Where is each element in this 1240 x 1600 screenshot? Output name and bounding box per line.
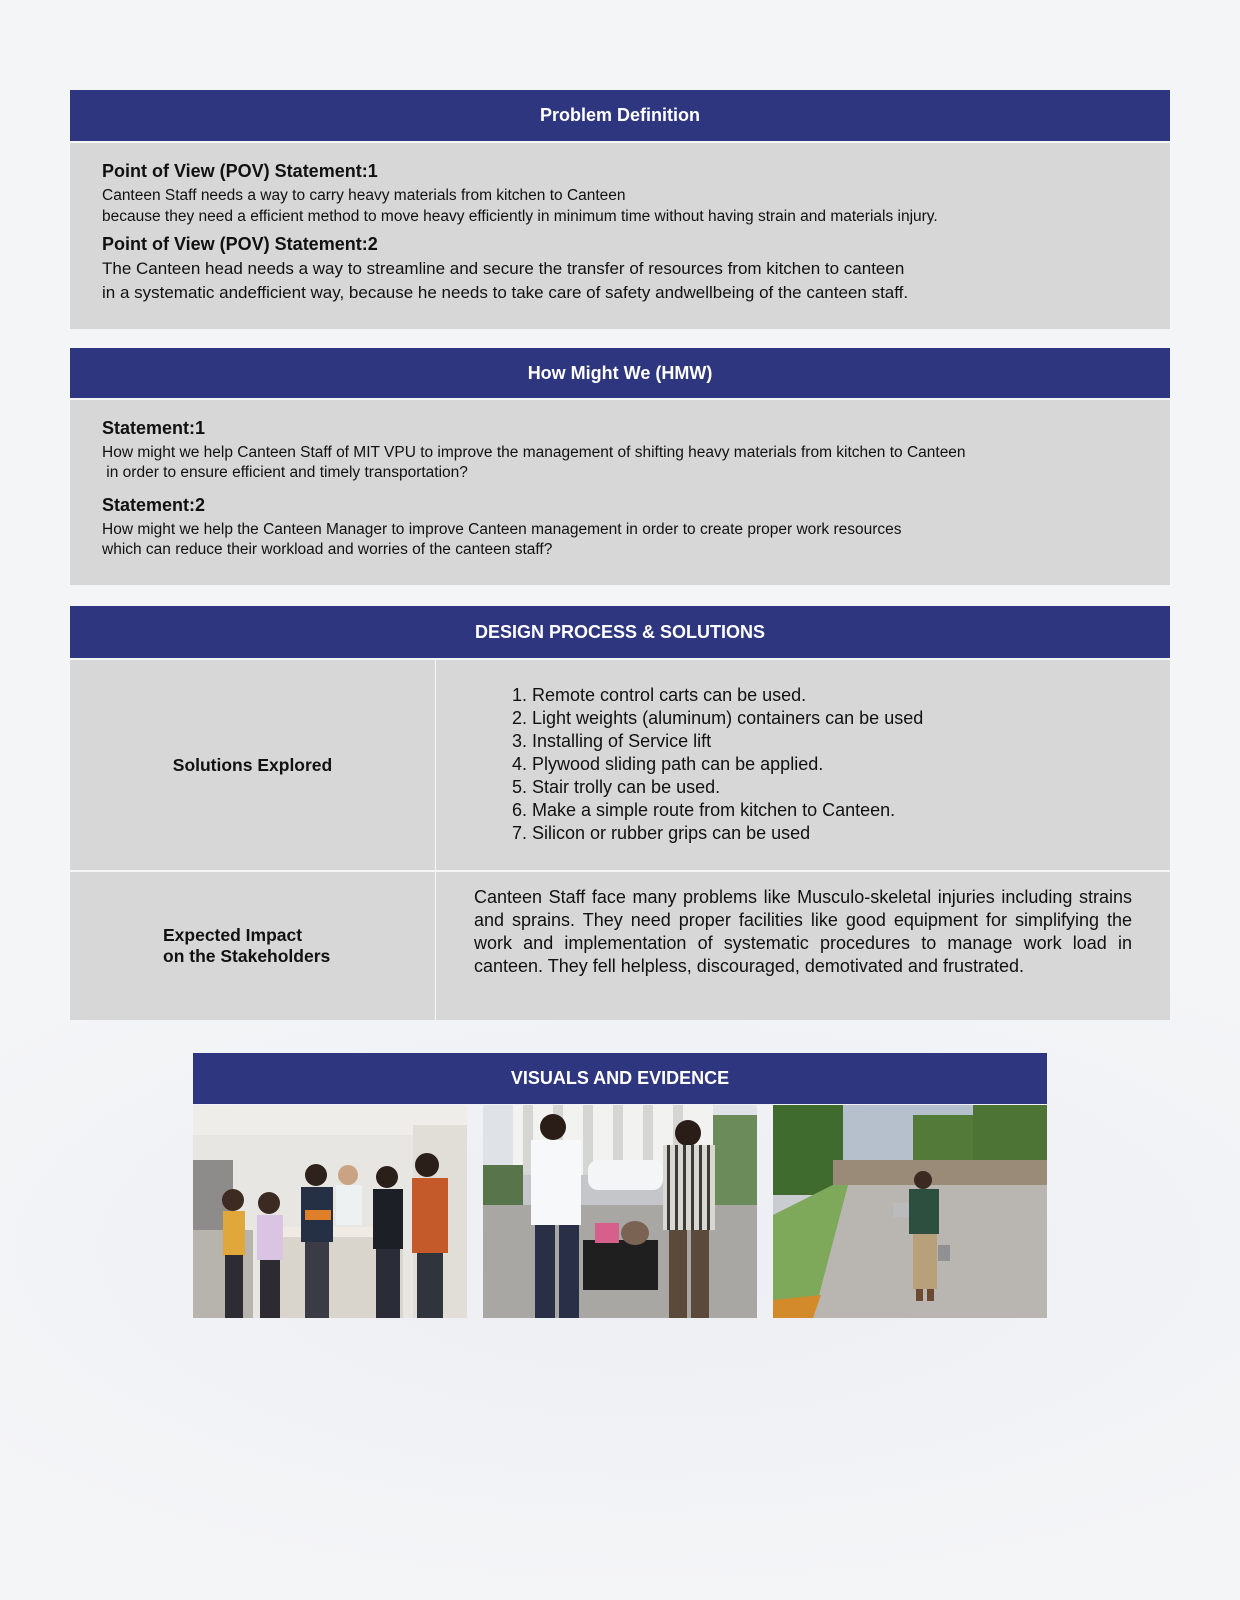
pov1-line1: Canteen Staff needs a way to carry heavy materials from kitchen to Canteen <box>102 187 626 204</box>
impact-row <box>70 872 1170 1020</box>
impact-label-line1: Expected Impact <box>163 925 303 945</box>
pov1-line2: because they need a efficient method to move heavy efficiently in minimum time without having strain and materials injury. <box>102 208 938 225</box>
visuals-header: VISUALS AND EVIDENCE <box>193 1053 1047 1104</box>
impact-label <box>70 872 436 1020</box>
impact-cell <box>436 872 1170 1020</box>
solution-item: 5. Stair trolly can be used. <box>512 777 721 797</box>
design-section <box>70 606 1170 1020</box>
woman-carrying-containers-photo <box>773 1105 1047 1318</box>
problem-definition-header: Problem Definition <box>70 90 1170 141</box>
hmw-section <box>70 348 1170 585</box>
hmw-statement1-line2: in order to ensure efficient and timely transportation? <box>102 464 468 481</box>
pov2-line2: in a systematic andefficient way, because he needs to take care of safety andwellbeing of the canteen staff. <box>102 283 909 302</box>
solutions-label: Solutions Explored <box>70 660 436 870</box>
hmw-panel <box>70 400 1170 585</box>
problem-definition-section <box>70 90 1170 329</box>
hmw-statement1-line1: How might we help Canteen Staff of MIT VPU to improve the management of shifting heavy materials from kitchen to Canteen <box>102 444 966 461</box>
problem-definition-panel <box>70 143 1170 329</box>
photo-strip <box>193 1105 1047 1318</box>
group-discussion-photo <box>193 1105 467 1318</box>
staff-carrying-crate-photo <box>483 1105 757 1318</box>
solution-item: 4. Plywood sliding path can be applied. <box>512 754 824 774</box>
design-header: DESIGN PROCESS & SOLUTIONS <box>70 606 1170 658</box>
pov2-title: Point of View (POV) Statement:2 <box>102 234 378 254</box>
solution-item: 1. Remote control carts can be used. <box>512 685 807 705</box>
solution-item: 2. Light weights (aluminum) containers can be used <box>512 708 924 728</box>
solutions-row <box>70 660 1170 870</box>
solution-item: 7. Silicon or rubber grips can be used <box>512 823 811 843</box>
solution-item: 3. Installing of Service lift <box>512 731 712 751</box>
hmw-statement1-title: Statement:1 <box>102 418 206 438</box>
impact-label-line2: on the Stakeholders <box>163 946 331 966</box>
solution-item: 6. Make a simple route from kitchen to Canteen. <box>512 800 896 820</box>
hmw-header: How Might We (HMW) <box>70 348 1170 398</box>
hmw-statement2-line2: which can reduce their workload and worries of the canteen staff? <box>102 541 553 558</box>
hmw-statement2-line1: How might we help the Canteen Manager to improve Canteen management in order to create proper work resources <box>102 521 902 538</box>
impact-text: Canteen Staff face many problems like Musculo-skeletal injuries including strains and sprains. They need proper facilities like good equipment for simplifying the work and implementation of systematic procedures to manage work load in canteen. They fell helpless, discouraged, demotivated and frustrated. <box>474 887 1132 976</box>
pov1-title: Point of View (POV) Statement:1 <box>102 161 378 181</box>
pov2-line1: The Canteen head needs a way to streamline and secure the transfer of resources from kitchen to canteen <box>102 259 905 278</box>
solutions-cell <box>436 660 1170 870</box>
solutions-list <box>512 684 1170 845</box>
hmw-statement2-title: Statement:2 <box>102 495 206 515</box>
